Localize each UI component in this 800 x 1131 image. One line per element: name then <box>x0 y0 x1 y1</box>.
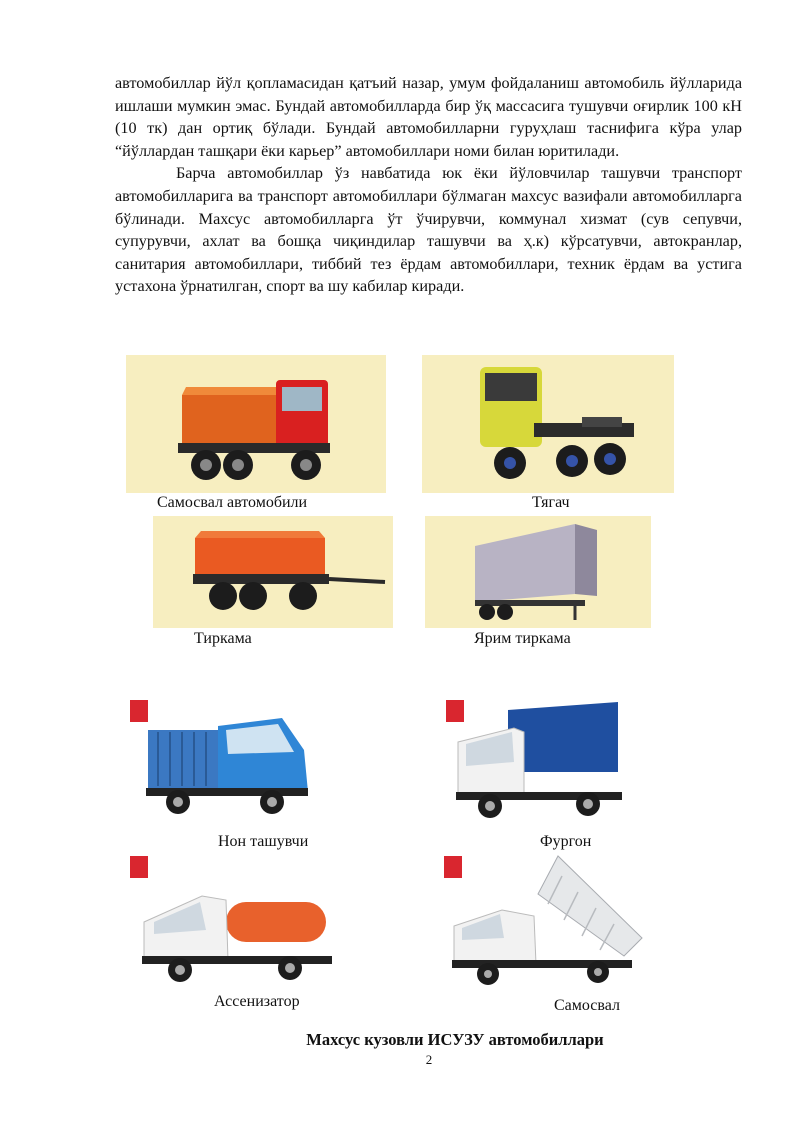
bread-carrier-photo <box>122 692 328 827</box>
body-text <box>115 72 742 298</box>
caption-sewage: Ассенизатор <box>214 993 300 1010</box>
tipper-photo <box>438 852 648 987</box>
dump-truck-photo <box>126 355 386 493</box>
figure-title: Махсус кузовли ИСУЗУ автомобиллари <box>306 1030 604 1049</box>
caption-dump-truck: Самосвал автомобили <box>157 494 308 511</box>
semi-trailer-photo <box>425 516 651 628</box>
caption-van: Фургон <box>540 833 592 850</box>
trailer-photo <box>153 516 393 628</box>
van-photo <box>438 692 648 827</box>
paragraph-1: автомобиллар йўл қопламасидан қатъий назар, умум фойдаланиш автомобиль йўлларида ишлаши мумкин эмас. Бундай автомобилларда бир ўқ массасига тушувчи оғирлик 100 кН (10 тк) дан ортиқ бўлади. Бундай автомобилларни гуруҳлаш таснифига кўра улар “йўллардан ташқари ёки карьер” автомобиллари номи билан юритилади. <box>115 74 742 160</box>
caption-trailer: Тиркама <box>194 630 252 647</box>
paragraph-2: Барча автомобиллар ўз навбатида юк ёки йўловчилар ташувчи транспорт автомобилларига ва транспорт автомобиллари бўлмаган махсус вазифали автомобилларга бўлинади. Махсус автомобилларга ўт ўчирувчи, коммунал хизмат (сув сепувчи, супурувчи, ахлат ва бошқа чиқиндилар ташувчи ва ҳ.к) кўрсатувчи, автокранлар, санитария автомобиллари, тиббий тез ёрдам автомобиллари, техник ёрдам ва устига устахона ўрнатилган, спорт ва шу кабилар киради. <box>115 164 742 296</box>
caption-tipper: Самосвал <box>554 997 620 1014</box>
tractor-photo <box>422 355 674 493</box>
sewage-truck-photo <box>122 852 342 987</box>
caption-bread-carrier: Нон ташувчи <box>218 833 309 850</box>
page-number: 2 <box>425 1052 433 1067</box>
caption-tractor: Тягач <box>532 494 570 511</box>
caption-semi-trailer: Ярим тиркама <box>474 630 571 647</box>
